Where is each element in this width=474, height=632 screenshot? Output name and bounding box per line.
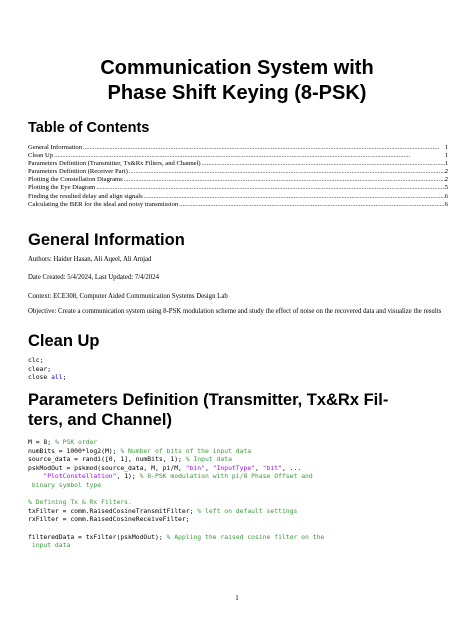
code-block-parameters xyxy=(28,438,458,550)
toc-item-page: 1 xyxy=(444,144,448,151)
code-line: , xyxy=(255,463,263,472)
toc-item-page: 2 xyxy=(444,168,448,176)
code-line: txFilter = comm.RaisedCosineTransmitFilter; xyxy=(28,506,198,515)
section-heading-parameters xyxy=(28,390,388,430)
authors-text: Authors: Haider Hasan, Ali Aqeel, Ali Amjad xyxy=(28,256,152,263)
toc-leader xyxy=(95,184,444,192)
toc-item-title: Plotting the Constellation Diagrams xyxy=(28,176,123,184)
code-line: source_data = randi([0, 1], numBits, 1); xyxy=(28,455,186,464)
toc-item-title: Plotting the Eye Diagram xyxy=(28,184,96,192)
section-heading-parameters-line-1: Parameters Definition (Transmitter, Tx&Rx Fil- xyxy=(28,391,389,409)
code-line: numBits = 1000*log2(M); xyxy=(28,446,121,455)
code-line: , 1); xyxy=(116,472,140,481)
code-string: "bit" xyxy=(262,463,282,472)
code-line: pskModOut = pskmod(source_data, M, pi/M, xyxy=(28,463,186,472)
code-line: , xyxy=(205,463,213,472)
toc-item-title: General Information xyxy=(28,144,83,151)
toc-leader xyxy=(128,168,445,176)
section-heading-clean-up: Clean Up xyxy=(28,332,100,350)
code-block-clean-up xyxy=(28,356,458,382)
document-title-line-1: Communication System with xyxy=(100,57,374,79)
code-line: clc; xyxy=(28,356,44,364)
section-heading-general-information: General Information xyxy=(28,231,185,249)
code-string: "PlotConstellation" xyxy=(43,472,117,481)
code-line: clear; xyxy=(28,364,52,373)
section-heading-parameters-line-2: ters, and Channel) xyxy=(28,411,172,429)
code-comment: % 8-PSK modulation with pi/8 Phase Offset and xyxy=(139,472,313,481)
toc-item-title: Calculating the BER for the ideal and noisy transmission xyxy=(28,200,179,208)
code-comment: % PSK order xyxy=(54,438,98,446)
dates-text: Date Created: 5/4/2024, Last Updated: 7/4/2024 xyxy=(28,274,159,281)
code-comment: % Appling the raised cosine filter on the xyxy=(166,532,325,541)
toc-item-page: 1 xyxy=(444,152,448,160)
code-comment: input data xyxy=(28,541,71,550)
toc-item-title: Parameters Definition (Transmitter, Tx&Rx Filters, and Channel) xyxy=(28,160,201,168)
toc-item[interactable] xyxy=(28,176,448,184)
toc-leader xyxy=(178,201,445,209)
code-keyword: all xyxy=(51,373,63,382)
code-line: close xyxy=(28,373,52,382)
code-string: "bin" xyxy=(185,463,205,472)
toc-heading: Table of Contents xyxy=(28,120,150,136)
toc-item-title: Finding the resulted delay and align signals xyxy=(28,192,143,200)
toc-item-page: 6 xyxy=(444,192,448,200)
code-comment: % Input data xyxy=(185,455,232,464)
toc-item[interactable] xyxy=(28,193,448,201)
objective-text: Objective: Create a communication system using 8-PSK modulation scheme and study the effect of noise on the recovered data and visualize the results xyxy=(28,308,442,315)
toc-item[interactable] xyxy=(28,184,448,192)
toc-leader xyxy=(123,176,445,184)
toc-item[interactable] xyxy=(28,168,448,176)
toc-item[interactable] xyxy=(28,152,448,160)
document-title xyxy=(0,56,474,106)
code-comment: binary symbol type xyxy=(28,480,102,489)
toc-item-title: Clean Up xyxy=(28,152,54,160)
code-line: ; xyxy=(62,373,67,382)
toc-item-page: 5 xyxy=(444,184,448,192)
toc-item-page: 6 xyxy=(444,200,448,208)
toc-item[interactable] xyxy=(28,144,448,152)
toc-leader xyxy=(82,144,445,152)
document-title-line-2: Phase Shift Keying (8-PSK) xyxy=(107,82,367,104)
toc-leader xyxy=(201,160,445,168)
toc-leader xyxy=(143,193,445,201)
code-comment: % left on default settings xyxy=(197,506,298,515)
context-text: Context: ECE308, Computer Aided Communication Systems Design Lab xyxy=(28,293,228,300)
code-comment: % Defining Tx & Rx Filters. xyxy=(28,498,132,507)
code-comment: % Number of bits of the input data xyxy=(120,446,252,455)
code-line: , ... xyxy=(281,463,302,472)
code-line: M = 8; xyxy=(28,438,55,446)
code-line: filteredData = txFilter(pskModOut); xyxy=(28,532,167,541)
toc-item[interactable] xyxy=(28,160,448,168)
toc-item-page: 2 xyxy=(444,176,448,184)
toc-leader xyxy=(53,152,445,160)
code-indent xyxy=(28,472,43,480)
code-string: "InputType" xyxy=(212,463,256,472)
toc-item-page: 1 xyxy=(444,160,448,168)
table-of-contents xyxy=(28,144,448,209)
toc-item-title: Parameters Definition (Receiver Part) xyxy=(28,168,128,176)
page-number: 1 xyxy=(235,594,239,602)
toc-item[interactable] xyxy=(28,201,448,209)
code-line: rxFilter = comm.RaisedCosineReceiveFilter; xyxy=(28,515,190,524)
